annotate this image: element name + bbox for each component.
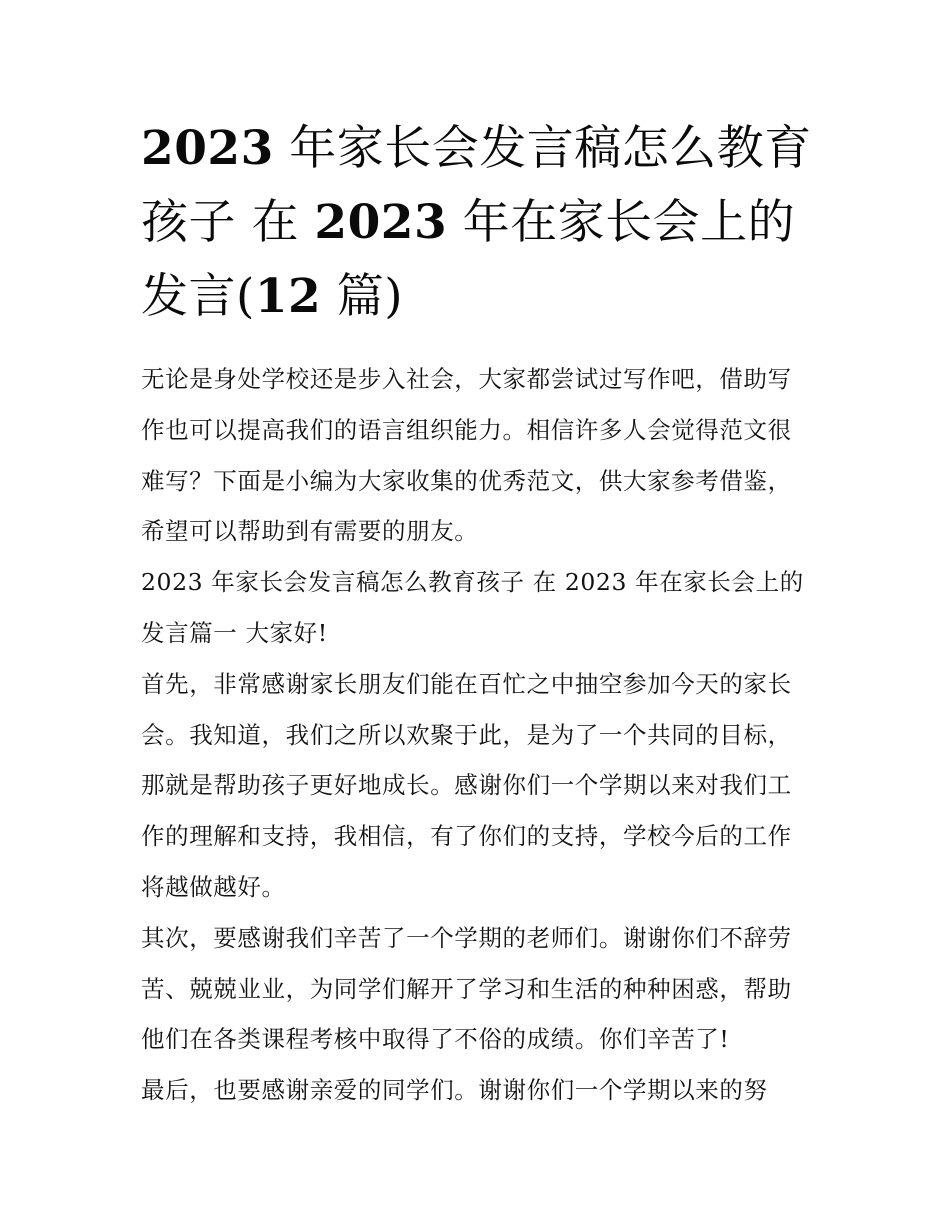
paragraph-intro: 无论是身处学校还是步入社会，大家都尝试过写作吧，借助写作也可以提高我们的语言组织能力。相信许多人会觉得范文很难写？下面是小编为大家收集的优秀范文，供大家参考借鉴，希望可以帮助到有需要的朋友。 (141, 365, 792, 546)
paragraph-thanks-students: 最后，也要感谢亲爱的同学们。谢谢你们一个学期以来的努 (141, 1076, 768, 1105)
paragraph-thanks-teachers: 其次，要感谢我们辛苦了一个学期的老师们。谢谢你们不辞劳苦、兢兢业业，为同学们解开了学习和生活的种种困惑，帮助他们在各类课程考核中取得了不俗的成绩。你们辛苦了! (141, 923, 792, 1054)
paragraph-thanks-parents: 首先，非常感谢家长朋友们能在百忙之中抽空参加今天的家长会。我知道，我们之所以欢聚于此，是为了一个共同的目标，那就是帮助孩子更好地成长。感谢你们一个学期以来对我们工作的理解和支持，我相信，有了你们的支持，学校今后的工作将越做越好。 (141, 669, 792, 901)
paragraph-heading: 2023 年家长会发言稿怎么教育孩子 在 2023 年在家长会上的发言篇一 大家好! (141, 568, 804, 647)
document-title: 2023 年家长会发言稿怎么教育孩子 在 2023 年在家长会上的发言(12 篇) (141, 121, 812, 324)
document-body (141, 112, 813, 1116)
